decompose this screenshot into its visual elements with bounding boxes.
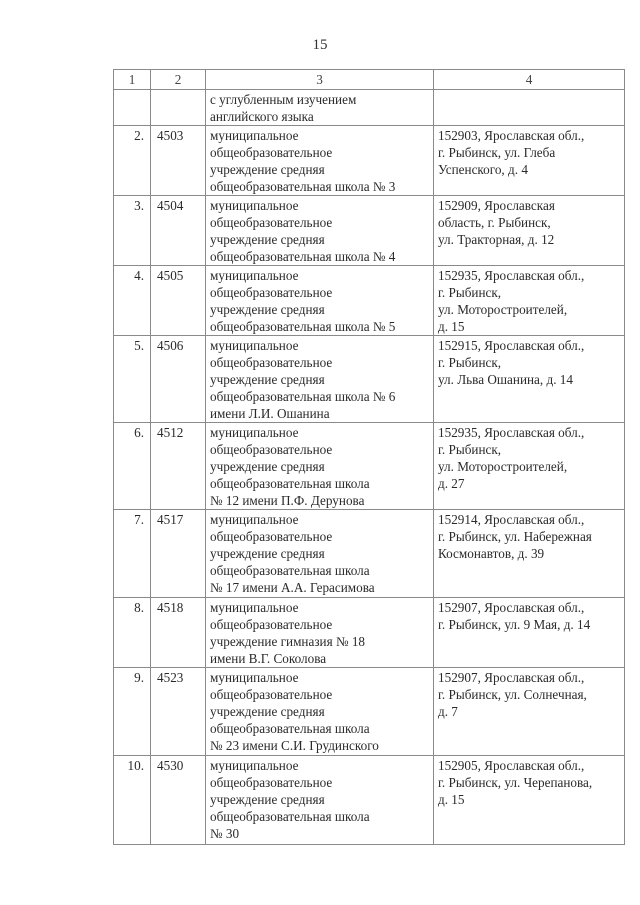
- row-number: 8.: [114, 598, 151, 668]
- table-row: [114, 668, 625, 756]
- row-number: 9.: [114, 668, 151, 756]
- continuation-name-cell: с углубленным изучением английского языка: [206, 90, 434, 126]
- school-address: 152915, Ярославская обл., г. Рыбинск, ул. Льва Ошанина, д. 14: [434, 336, 625, 423]
- school-name: муниципальное общеобразовательное учреждение средняя общеобразовательная школа № 6 имени Л.И. Ошанина: [206, 336, 434, 423]
- table-row: [114, 126, 625, 196]
- column-header-3: 3: [206, 70, 434, 90]
- school-name: муниципальное общеобразовательное учреждение средняя общеобразовательная школа № 17 имени А.А. Герасимова: [206, 510, 434, 598]
- page-number: 15: [312, 37, 328, 53]
- school-code: 4506: [151, 336, 206, 423]
- row-number: 6.: [114, 423, 151, 510]
- school-name: муниципальное общеобразовательное учреждение средняя общеобразовательная школа № 4: [206, 196, 434, 266]
- row-number: 2.: [114, 126, 151, 196]
- school-code: 4518: [151, 598, 206, 668]
- school-name: муниципальное общеобразовательное учреждение средняя общеобразовательная школа № 23 имени С.И. Грудинского: [206, 668, 434, 756]
- school-address: 152935, Ярославская обл., г. Рыбинск, ул. Моторостроителей, д. 15: [434, 266, 625, 336]
- school-code: 4517: [151, 510, 206, 598]
- table-row: [114, 598, 625, 668]
- school-code: 4504: [151, 196, 206, 266]
- school-address: 152907, Ярославская обл., г. Рыбинск, ул. 9 Мая, д. 14: [434, 598, 625, 668]
- column-header-4: 4: [434, 70, 625, 90]
- school-name: муниципальное общеобразовательное учреждение средняя общеобразовательная школа № 30: [206, 756, 434, 845]
- continuation-num-cell: [114, 90, 151, 126]
- column-header-2: 2: [151, 70, 206, 90]
- school-name: муниципальное общеобразовательное учреждение гимназия № 18 имени В.Г. Соколова: [206, 598, 434, 668]
- school-code: 4512: [151, 423, 206, 510]
- school-address: 152914, Ярославская обл., г. Рыбинск, ул. Набережная Космонавтов, д. 39: [434, 510, 625, 598]
- school-code: 4523: [151, 668, 206, 756]
- header-row: [114, 70, 625, 90]
- row-number: 10.: [114, 756, 151, 845]
- school-name: муниципальное общеобразовательное учреждение средняя общеобразовательная школа № 3: [206, 126, 434, 196]
- table-row: [114, 336, 625, 423]
- row-number: 3.: [114, 196, 151, 266]
- school-address: 152935, Ярославская обл., г. Рыбинск, ул. Моторостроителей, д. 27: [434, 423, 625, 510]
- school-address: 152903, Ярославская обл., г. Рыбинск, ул. Глеба Успенского, д. 4: [434, 126, 625, 196]
- table-row: [114, 510, 625, 598]
- continuation-row: [114, 90, 625, 126]
- continuation-address-cell: [434, 90, 625, 126]
- table-row: [114, 266, 625, 336]
- schools-table: [113, 69, 625, 845]
- school-address: 152907, Ярославская обл., г. Рыбинск, ул. Солнечная, д. 7: [434, 668, 625, 756]
- continuation-code-cell: [151, 90, 206, 126]
- school-code: 4505: [151, 266, 206, 336]
- row-number: 5.: [114, 336, 151, 423]
- school-code: 4503: [151, 126, 206, 196]
- table-row: [114, 196, 625, 266]
- column-header-1: 1: [114, 70, 151, 90]
- school-address: 152905, Ярославская обл., г. Рыбинск, ул. Черепанова, д. 15: [434, 756, 625, 845]
- school-code: 4530: [151, 756, 206, 845]
- school-address: 152909, Ярославская область, г. Рыбинск, ул. Тракторная, д. 12: [434, 196, 625, 266]
- school-name: муниципальное общеобразовательное учреждение средняя общеобразовательная школа № 12 имени П.Ф. Дерунова: [206, 423, 434, 510]
- row-number: 7.: [114, 510, 151, 598]
- table-row: [114, 423, 625, 510]
- table-row: [114, 756, 625, 845]
- row-number: 4.: [114, 266, 151, 336]
- school-name: муниципальное общеобразовательное учреждение средняя общеобразовательная школа № 5: [206, 266, 434, 336]
